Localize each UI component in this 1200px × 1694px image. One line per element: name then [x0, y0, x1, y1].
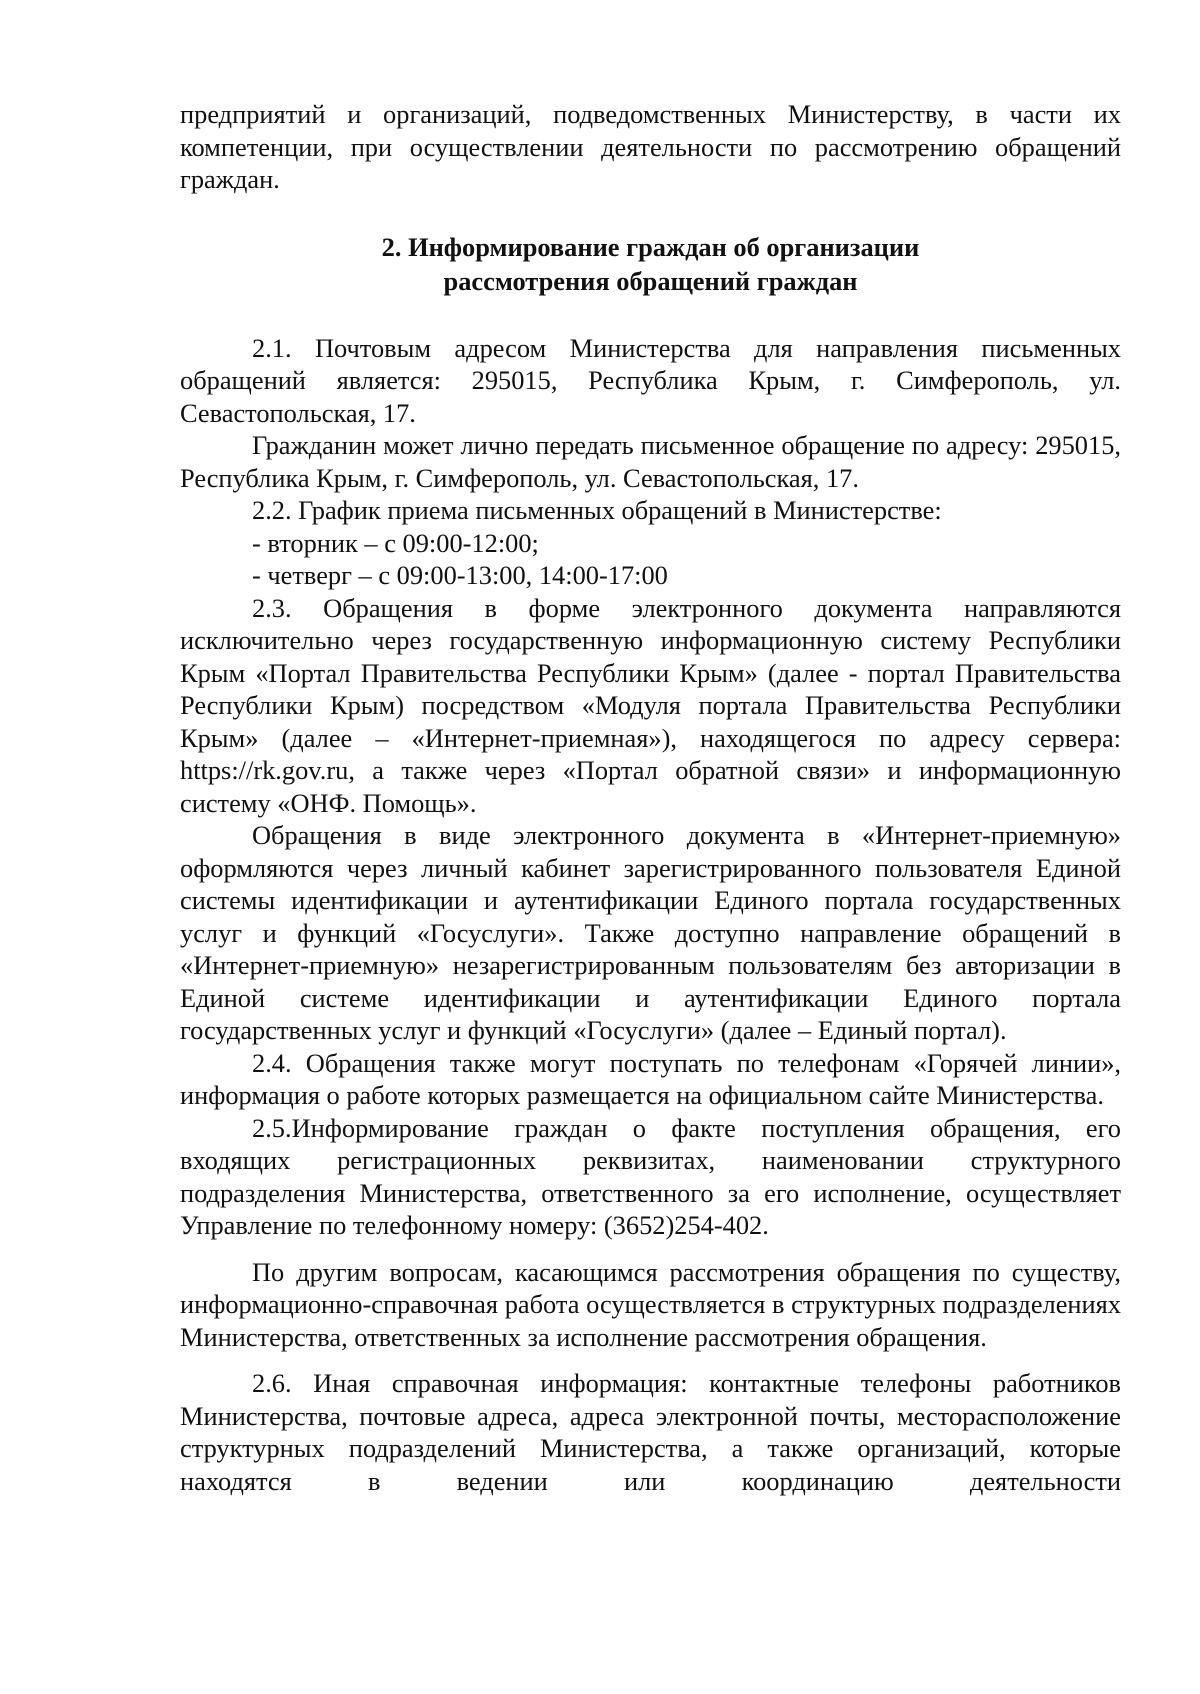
paragraph-2-1-personal: Гражданин может лично передать письменное обращение по адресу: 295015, Республика Крым, г. Симферополь, ул. Севастопольская, 17.	[180, 430, 1121, 493]
paragraph-2-1: 2.1. Почтовым адресом Министерства для направления письменных обращений является: 295015, Республика Крым, г. Симферополь, ул. Севастопольская, 17.	[180, 332, 1121, 428]
section-heading-line-1: 2. Информирование граждан об организации	[381, 231, 920, 262]
paragraph-2-4: 2.4. Обращения также могут поступать по телефонам «Горячей линии», информация о работе которых размещается на официальном сайте Министерства.	[180, 1047, 1121, 1110]
section-heading	[180, 230, 1121, 298]
schedule-thursday: - четверг – с 09:00-13:00, 14:00-17:00	[252, 560, 668, 590]
intro-paragraph: предприятий и организаций, подведомственных Министерству, в части их компетенции, при осуществлении деятельности по рассмотрению обращений граждан.	[180, 99, 1121, 194]
paragraph-2-6: 2.6. Иная справочная информация: контактные телефоны работников Министерства, почтовые адреса, адреса электронной почты, месторасположение структурных подразделений Министерства, а также организаций, которые находятся в ведении или координацию деятельности	[180, 1368, 1121, 1496]
paragraph-gap	[180, 1353, 1121, 1367]
paragraph-2-3: 2.3. Обращения в форме электронного документа направляются исключительно через государственную информационную систему Республики Крым «Портал Правительства Республики Крым» (далее - портал Правительства Республики Крым) посредством «Модуля портала Правительства Республики Крым» (далее – «Интернет-приемная»), находящегося по адресу сервера: https://rk.gov.ru, а также через «Портал обратной связи» и информационную систему «ОНФ. Помощь».	[180, 592, 1121, 818]
paragraph-2-3-internet-reception: Обращения в виде электронного документа в «Интернет-приемную» оформляются через личный кабинет зарегистрированного пользователя Единой системы идентификации и аутентификации Единого портала государственных услуг и функций «Госуслуги». Также доступно направление обращений в «Интернет-приемную» незарегистрированным пользователям без авторизации в Единой системе идентификации и аутентификации Единого портала государственных услуг и функций «Госуслуги» (далее – Единый портал).	[180, 820, 1121, 1045]
schedule-tuesday: - вторник – с 09:00-12:00;	[252, 527, 539, 558]
paragraph-2-2: 2.2. График приема письменных обращений в Министерстве:	[252, 495, 942, 525]
document-page	[180, 98, 1121, 1497]
paragraph-gap	[180, 1242, 1121, 1256]
paragraph-2-5: 2.5.Информирование граждан о факте поступления обращения, его входящих регистрационных реквизитах, наименовании структурного подразделения Министерства, ответственного за его исполнение, осуществляет Управление по телефонному номеру: (3652)254-402.	[180, 1112, 1121, 1240]
paragraph-2-5-other-questions: По другим вопросам, касающимся рассмотрения обращения по существу, информационно-справочная работа осуществляется в структурных подразделениях Министерства, ответственных за исполнение рассмотрения обращения.	[180, 1256, 1121, 1352]
section-heading-line-2: рассмотрения обращений граждан	[443, 265, 858, 296]
